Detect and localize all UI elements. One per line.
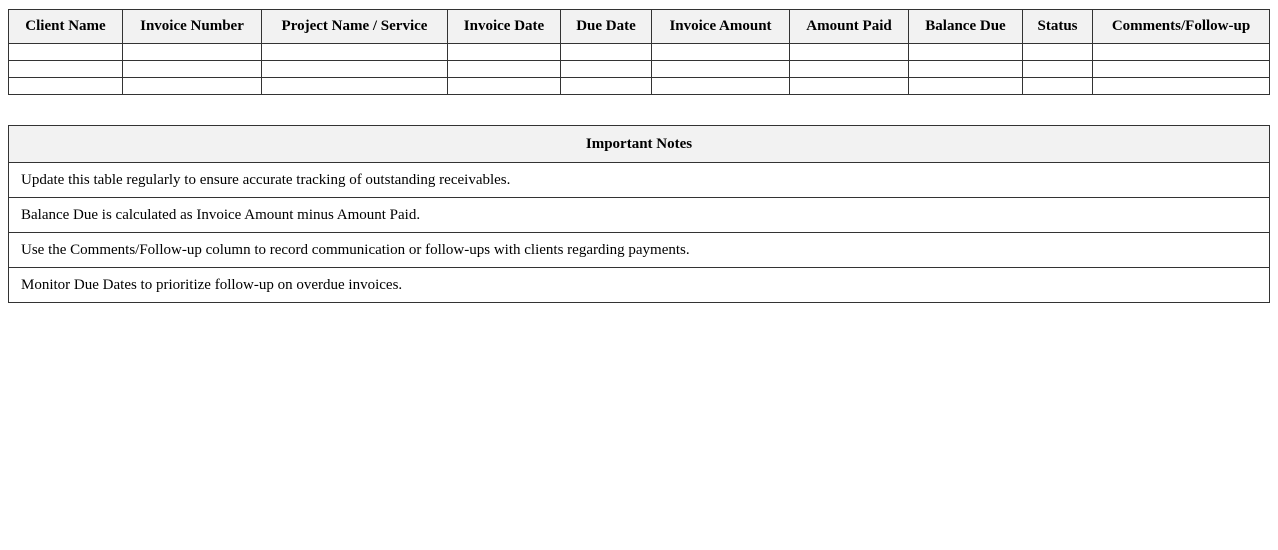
table-cell[interactable] xyxy=(1093,78,1270,95)
table-cell[interactable] xyxy=(123,61,262,78)
table-row xyxy=(9,44,1270,61)
table-cell[interactable] xyxy=(652,61,790,78)
table-row xyxy=(9,61,1270,78)
column-header: Invoice Number xyxy=(123,10,262,44)
table-cell[interactable] xyxy=(262,44,448,61)
table-cell[interactable] xyxy=(123,44,262,61)
table-cell[interactable] xyxy=(561,44,652,61)
note-text: Update this table regularly to ensure accurate tracking of outstanding receivables. xyxy=(9,163,1270,198)
column-header: Status xyxy=(1023,10,1093,44)
table-cell[interactable] xyxy=(561,61,652,78)
note-row xyxy=(9,198,1270,233)
table-cell[interactable] xyxy=(1023,44,1093,61)
table-cell[interactable] xyxy=(909,44,1023,61)
table-cell[interactable] xyxy=(9,44,123,61)
table-cell[interactable] xyxy=(790,78,909,95)
table-cell[interactable] xyxy=(652,44,790,61)
notes-title: Important Notes xyxy=(9,126,1270,163)
note-text: Balance Due is calculated as Invoice Amount minus Amount Paid. xyxy=(9,198,1270,233)
table-cell[interactable] xyxy=(9,78,123,95)
table-cell[interactable] xyxy=(561,78,652,95)
table-cell[interactable] xyxy=(652,78,790,95)
note-text: Monitor Due Dates to prioritize follow-up on overdue invoices. xyxy=(9,268,1270,303)
table-cell[interactable] xyxy=(448,78,561,95)
table-cell[interactable] xyxy=(909,61,1023,78)
table-cell[interactable] xyxy=(262,61,448,78)
table-cell[interactable] xyxy=(123,78,262,95)
column-header: Invoice Amount xyxy=(652,10,790,44)
table-cell[interactable] xyxy=(1023,61,1093,78)
table-cell[interactable] xyxy=(1093,61,1270,78)
important-notes-table xyxy=(8,125,1270,303)
column-header: Due Date xyxy=(561,10,652,44)
column-header: Project Name / Service xyxy=(262,10,448,44)
table-cell[interactable] xyxy=(448,44,561,61)
table-cell[interactable] xyxy=(790,61,909,78)
column-header: Invoice Date xyxy=(448,10,561,44)
table-cell[interactable] xyxy=(1093,44,1270,61)
table-cell[interactable] xyxy=(262,78,448,95)
note-text: Use the Comments/Follow-up column to record communication or follow-ups with clients regarding payments. xyxy=(9,233,1270,268)
table-cell[interactable] xyxy=(1023,78,1093,95)
column-header: Balance Due xyxy=(909,10,1023,44)
table-cell[interactable] xyxy=(9,61,123,78)
table-cell[interactable] xyxy=(790,44,909,61)
note-row xyxy=(9,233,1270,268)
column-header: Amount Paid xyxy=(790,10,909,44)
note-row xyxy=(9,268,1270,303)
column-header: Client Name xyxy=(9,10,123,44)
header-row xyxy=(9,10,1270,44)
table-cell[interactable] xyxy=(909,78,1023,95)
table-cell[interactable] xyxy=(448,61,561,78)
column-header: Comments/Follow-up xyxy=(1093,10,1270,44)
note-row xyxy=(9,163,1270,198)
invoice-table xyxy=(8,9,1270,95)
table-row xyxy=(9,78,1270,95)
